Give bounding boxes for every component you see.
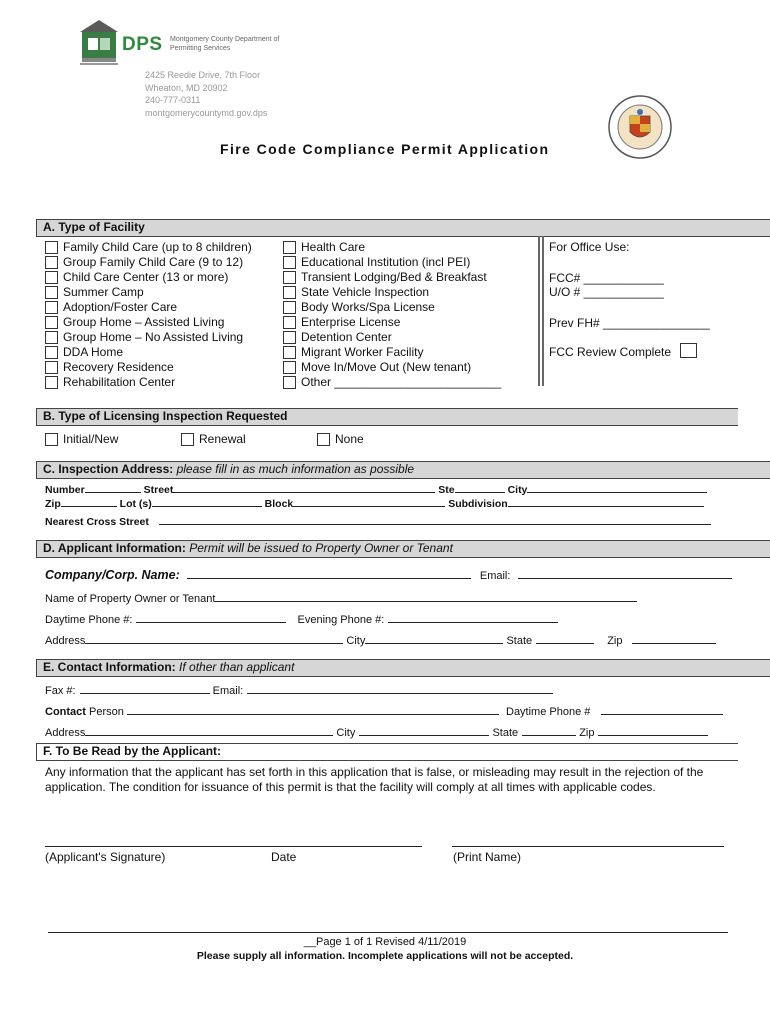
checkbox[interactable] <box>283 241 296 254</box>
number-input[interactable] <box>85 483 141 493</box>
cross-street-label: Nearest Cross Street <box>45 516 149 528</box>
option-label: Renewal <box>199 432 246 446</box>
inspection-option-none[interactable] <box>317 432 364 447</box>
divider <box>538 236 540 386</box>
city-input[interactable] <box>527 483 707 493</box>
day-phone-label: Daytime Phone #: <box>45 614 133 626</box>
form-title: Fire Code Compliance Permit Application <box>220 141 550 157</box>
street-input[interactable] <box>173 483 435 493</box>
checkbox[interactable] <box>45 376 58 389</box>
section-e-header <box>36 659 770 677</box>
contact-label: Contact <box>45 706 86 718</box>
eve-phone-label: Evening Phone #: <box>297 614 385 626</box>
zip-label: Zip <box>579 727 595 739</box>
section-b-header <box>36 408 738 426</box>
facility-option[interactable] <box>45 240 252 255</box>
checkbox[interactable] <box>283 376 296 389</box>
option-label: Detention Center <box>301 330 392 344</box>
block-input[interactable] <box>293 497 445 507</box>
street-label: Street <box>143 484 174 496</box>
inspection-option-renewal[interactable] <box>181 432 246 447</box>
city-label: City <box>346 635 366 647</box>
facility-option[interactable] <box>283 360 501 375</box>
checkbox[interactable] <box>45 256 58 269</box>
checkbox[interactable] <box>283 286 296 299</box>
zip-input[interactable] <box>632 634 716 644</box>
option-label: None <box>335 432 364 446</box>
day-phone-input[interactable] <box>601 705 723 715</box>
section-f-header <box>36 743 738 761</box>
address-line: montgomerycountymd.gov.dps <box>145 107 268 118</box>
facility-option[interactable] <box>45 315 252 330</box>
footer-rule <box>48 932 728 933</box>
option-label: Recovery Residence <box>63 360 174 374</box>
company-label: Company/Corp. Name: <box>45 568 180 582</box>
section-a-title: A. Type of Facility <box>43 220 145 234</box>
city-label: City <box>336 727 356 739</box>
lot-label: Lot (s) <box>119 498 152 510</box>
city-label: City <box>507 484 528 496</box>
section-d-header <box>36 540 770 558</box>
checkbox[interactable] <box>283 361 296 374</box>
owner-label: Name of Property Owner or Tenant <box>45 593 216 605</box>
facility-option[interactable] <box>45 375 252 390</box>
option-label: Enterprise License <box>301 315 401 329</box>
logo-text: DPS <box>122 34 163 55</box>
address-label: Address <box>45 635 86 647</box>
facility-option[interactable] <box>283 240 501 255</box>
section-d-title: D. Applicant Information: <box>43 541 186 555</box>
facility-option[interactable] <box>283 345 501 360</box>
office-address <box>145 69 267 119</box>
city-input[interactable] <box>359 726 489 736</box>
fax-label: Fax #: <box>45 685 76 697</box>
print-name-caption: (Print Name) <box>453 850 522 864</box>
address-input[interactable] <box>85 726 333 736</box>
eve-phone-input[interactable] <box>388 613 558 623</box>
checkbox[interactable] <box>181 433 194 446</box>
facility-option[interactable] <box>45 330 252 345</box>
option-label: Group Family Child Care (9 to 12) <box>63 255 244 269</box>
city-input[interactable] <box>365 634 503 644</box>
fcc-review-label: FCC Review Complete <box>549 345 672 359</box>
owner-input[interactable] <box>215 592 637 602</box>
subdivision-input[interactable] <box>508 497 704 507</box>
state-input[interactable] <box>522 726 576 736</box>
option-label: Health Care <box>301 240 366 254</box>
email-label: Email: <box>479 570 511 582</box>
section-f-title: F. To Be Read by the Applicant: <box>43 744 222 758</box>
uo-field: U/O # ____________ <box>549 285 664 299</box>
company-row <box>45 568 732 582</box>
checkbox[interactable] <box>283 331 296 344</box>
checkbox[interactable] <box>45 286 58 299</box>
applicant-address-row <box>45 634 716 647</box>
fax-input[interactable] <box>80 684 210 694</box>
checkbox[interactable] <box>45 361 58 374</box>
email-input[interactable] <box>247 684 553 694</box>
section-a-header <box>36 219 770 237</box>
facility-option[interactable] <box>283 330 501 345</box>
ste-input[interactable] <box>455 483 505 493</box>
facility-column-1 <box>45 240 252 390</box>
checkbox[interactable] <box>317 433 330 446</box>
zip-input[interactable] <box>598 726 708 736</box>
option-label: Adoption/Foster Care <box>63 300 178 314</box>
option-label: Migrant Worker Facility <box>301 345 424 359</box>
fcc-review-checkbox[interactable] <box>680 343 697 358</box>
prev-fh-field: Prev FH# ________________ <box>549 316 710 330</box>
address-row-1 <box>45 483 707 496</box>
page-info: __Page 1 of 1 Revised 4/11/2019 <box>303 936 467 948</box>
facility-option[interactable] <box>283 375 501 390</box>
facility-option[interactable] <box>283 300 501 315</box>
facility-column-2 <box>283 240 501 390</box>
state-label: State <box>492 727 519 739</box>
facility-option[interactable] <box>45 345 252 360</box>
lot-input[interactable] <box>152 497 262 507</box>
email-input[interactable] <box>518 569 732 579</box>
zip-input[interactable] <box>61 497 117 507</box>
address-line: 2425 Reedie Drive, 7th Floor <box>145 70 261 80</box>
checkbox[interactable] <box>45 433 58 446</box>
inspection-option-initial[interactable] <box>45 432 118 447</box>
facility-option[interactable] <box>45 360 252 375</box>
person-label: Person <box>85 706 124 718</box>
cross-street-input[interactable] <box>159 515 711 525</box>
option-label: Educational Institution (incl PEI) <box>301 255 471 269</box>
company-input[interactable] <box>187 569 471 579</box>
day-phone-input[interactable] <box>136 613 286 623</box>
zip-label: Zip <box>607 635 623 647</box>
checkbox[interactable] <box>45 301 58 314</box>
divider <box>542 236 544 386</box>
checkbox[interactable] <box>45 346 58 359</box>
checkbox[interactable] <box>45 316 58 329</box>
fax-row <box>45 684 553 697</box>
section-c-subtitle: please fill in as much information as possible <box>176 462 415 476</box>
logo-department: Montgomery County Department of Permitting Services <box>170 36 280 52</box>
section-e-title: E. Contact Information: <box>43 660 176 674</box>
state-input[interactable] <box>536 634 594 644</box>
checkbox[interactable] <box>283 271 296 284</box>
option-label: Other _________________________ <box>301 375 502 389</box>
subdivision-label: Subdivision <box>448 498 508 510</box>
option-label: Group Home – Assisted Living <box>63 315 225 329</box>
facility-option[interactable] <box>45 255 252 270</box>
checkbox[interactable] <box>283 256 296 269</box>
county-seal-icon <box>607 94 673 160</box>
section-b-title: B. Type of Licensing Inspection Requested <box>43 409 288 423</box>
signature-line[interactable] <box>45 846 422 847</box>
address-label: Address <box>45 727 86 739</box>
option-label: Summer Camp <box>63 285 144 299</box>
checkbox[interactable] <box>283 301 296 314</box>
ste-label: Ste <box>438 484 455 496</box>
day-phone-label: Daytime Phone # <box>506 706 591 718</box>
facility-option[interactable] <box>283 285 501 300</box>
contact-input[interactable] <box>127 705 499 715</box>
option-label: Initial/New <box>63 432 119 446</box>
email-label: Email: <box>212 685 244 697</box>
checkbox[interactable] <box>45 331 58 344</box>
date-caption: Date <box>271 850 297 864</box>
option-label: Transient Lodging/Bed & Breakfast <box>301 270 487 284</box>
facility-option[interactable] <box>283 270 501 285</box>
section-e-subtitle: If other than applicant <box>179 660 295 674</box>
section-d-subtitle: Permit will be issued to Property Owner or Tenant <box>189 541 453 555</box>
address-line: Wheaton, MD 20902 <box>145 82 228 93</box>
footer-note: Please supply all information. Incomplete applications will not be accepted. <box>196 950 574 962</box>
number-label: Number <box>45 484 85 496</box>
checkbox[interactable] <box>283 316 296 329</box>
option-label: State Vehicle Inspection <box>301 285 430 299</box>
section-c-title: C. Inspection Address: <box>43 462 174 476</box>
checkbox[interactable] <box>283 346 296 359</box>
phone-row <box>45 613 558 626</box>
option-label: DDA Home <box>63 345 124 359</box>
facility-option[interactable] <box>45 300 252 315</box>
applicant-notice: Any information that the applicant has set forth in this application that is false, or misleading may result in the rejection of the application. The condition for issuance of this permit is that the facility will comply at all times with applicable codes. <box>45 765 704 794</box>
contact-address-row <box>45 726 708 739</box>
option-label: Body Works/Spa License <box>301 300 435 314</box>
facility-option[interactable] <box>283 315 501 330</box>
fcc-field: FCC# ____________ <box>549 271 664 285</box>
office-use-label: For Office Use: <box>549 240 630 254</box>
print-name-line[interactable] <box>452 846 724 847</box>
state-label: State <box>506 635 533 647</box>
address-line: 240-777-0311 <box>145 95 201 105</box>
option-label: Family Child Care (up to 8 children) <box>63 240 252 254</box>
facility-option[interactable] <box>45 270 252 285</box>
contact-row <box>45 705 723 718</box>
owner-row <box>45 592 637 605</box>
option-label: Child Care Center (13 or more) <box>63 270 229 284</box>
block-label: Block <box>264 498 294 510</box>
address-row-2 <box>45 497 704 510</box>
checkbox[interactable] <box>45 271 58 284</box>
house-icon <box>78 18 120 66</box>
option-label: Move In/Move Out (New tenant) <box>301 360 472 374</box>
option-label: Group Home – No Assisted Living <box>63 330 244 344</box>
section-c-header <box>36 461 770 479</box>
option-label: Rehabilitation Center <box>63 375 176 389</box>
address-row-3 <box>45 515 711 528</box>
address-input[interactable] <box>85 634 343 644</box>
facility-option[interactable] <box>45 285 252 300</box>
facility-option[interactable] <box>283 255 501 270</box>
signature-caption: (Applicant's Signature) <box>45 850 166 864</box>
dps-logo <box>78 18 288 68</box>
checkbox[interactable] <box>45 241 58 254</box>
zip-label: Zip <box>45 498 61 510</box>
